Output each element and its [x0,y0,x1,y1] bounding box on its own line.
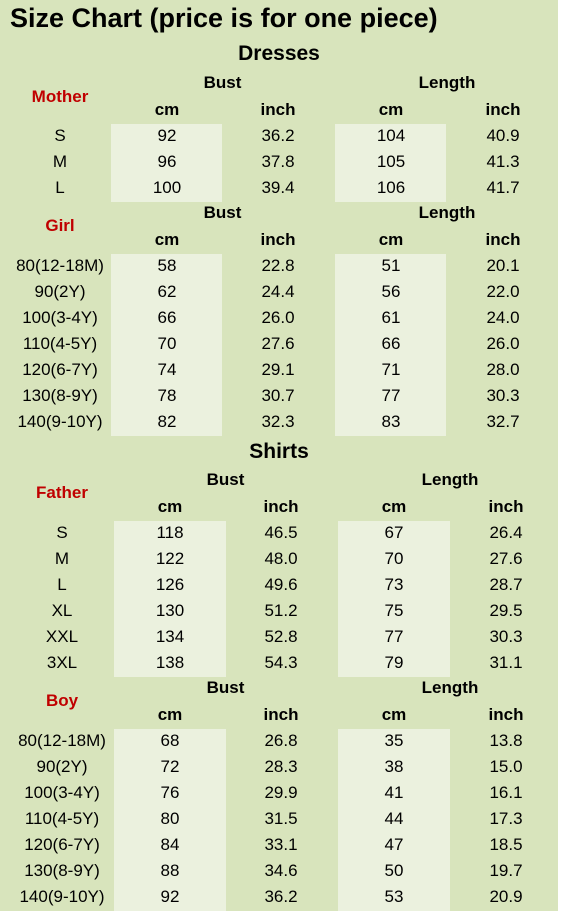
cell-size: 130(8-9Y) [22,386,98,405]
cell-bust-inch: 49.6 [264,575,298,594]
bust-header: Bust [203,73,242,92]
cm-header: cm [157,705,183,724]
cell-size: 80(12-18M) [18,731,106,750]
cell-len-inch: 40.9 [486,126,520,145]
cm-header: cm [154,100,180,119]
cell-size: S [56,523,68,542]
cell-len-inch: 19.7 [489,861,523,880]
cell-len-inch: 20.1 [486,256,520,275]
inch-header: inch [263,705,299,724]
cm-header: cm [378,100,404,119]
cell-len-inch: 26.4 [489,523,523,542]
cell-len-inch: 30.3 [486,386,520,405]
cell-len-inch: 27.6 [489,549,523,568]
cell-len-cm: 66 [381,334,401,353]
cell-len-inch: 16.1 [489,783,523,802]
cell-bust-inch: 26.0 [261,308,295,327]
cell-size: 130(8-9Y) [24,861,100,880]
cell-bust-cm: 72 [160,757,180,776]
cell-bust-inch: 22.8 [261,256,295,275]
length-header: Length [421,678,479,697]
cell-size: 100(3-4Y) [22,308,98,327]
cell-bust-inch: 48.0 [264,549,298,568]
cell-size: 140(9-10Y) [17,412,103,431]
cell-bust-cm: 80 [160,809,180,828]
cell-size: 90(2Y) [34,282,86,301]
cell-bust-cm: 122 [155,549,185,568]
person-label-mother: Mother [31,87,89,106]
cell-bust-inch: 34.6 [264,861,298,880]
cell-size: XXL [45,627,79,646]
cell-len-cm: 104 [376,126,406,145]
cell-size: XL [51,601,73,620]
cell-len-inch: 41.7 [486,178,520,197]
cell-len-cm: 75 [384,601,404,620]
cell-len-cm: 35 [384,731,404,750]
inch-header: inch [260,230,296,249]
inch-header: inch [488,497,524,516]
cell-bust-inch: 29.1 [261,360,295,379]
cell-bust-cm: 96 [157,152,177,171]
cell-len-cm: 67 [384,523,404,542]
cell-bust-inch: 33.1 [264,835,298,854]
cell-len-inch: 41.3 [486,152,520,171]
cell-size: 80(12-18M) [16,256,104,275]
cell-bust-inch: 27.6 [261,334,295,353]
cell-bust-cm: 68 [160,731,180,750]
cell-bust-inch: 54.3 [264,653,298,672]
cell-len-cm: 79 [384,653,404,672]
cell-len-inch: 30.3 [489,627,523,646]
cell-bust-cm: 78 [157,386,177,405]
length-header: Length [418,203,476,222]
cell-size: 110(4-5Y) [22,334,98,353]
cm-header: cm [154,230,180,249]
cell-bust-cm: 134 [155,627,185,646]
cell-bust-cm: 88 [160,861,180,880]
page-title: Size Chart (price is for one piece) [10,3,438,33]
cell-len-cm: 53 [384,887,404,906]
cell-size: M [52,152,68,171]
cell-len-cm: 73 [384,575,404,594]
person-label-boy: Boy [45,691,79,710]
cell-len-inch: 24.0 [486,308,520,327]
cell-size: 3XL [46,653,78,672]
cell-bust-cm: 130 [155,601,185,620]
cell-bust-cm: 74 [157,360,177,379]
cell-bust-cm: 100 [152,178,182,197]
cell-len-inch: 22.0 [486,282,520,301]
inch-header: inch [485,230,521,249]
cell-len-inch: 18.5 [489,835,523,854]
inch-header: inch [488,705,524,724]
cell-len-inch: 32.7 [486,412,520,431]
cell-len-inch: 13.8 [489,731,523,750]
cell-bust-inch: 31.5 [264,809,298,828]
cell-bust-inch: 26.8 [264,731,298,750]
cell-bust-inch: 36.2 [261,126,295,145]
cell-bust-inch: 51.2 [264,601,298,620]
section-title-shirts: Shirts [249,440,309,463]
cm-header: cm [381,705,407,724]
inch-header: inch [263,497,299,516]
cell-bust-cm: 92 [157,126,177,145]
cell-len-inch: 15.0 [489,757,523,776]
cell-bust-inch: 29.9 [264,783,298,802]
cell-bust-cm: 126 [155,575,185,594]
cell-size: 120(6-7Y) [22,360,98,379]
cell-len-cm: 44 [384,809,404,828]
cell-bust-cm: 82 [157,412,177,431]
cell-len-inch: 17.3 [489,809,523,828]
cell-size: M [54,549,70,568]
cell-bust-cm: 76 [160,783,180,802]
cell-len-cm: 77 [384,627,404,646]
cell-size: 100(3-4Y) [24,783,100,802]
cell-bust-inch: 30.7 [261,386,295,405]
cell-bust-cm: 62 [157,282,177,301]
cell-len-cm: 50 [384,861,404,880]
cell-len-cm: 106 [376,178,406,197]
cell-bust-cm: 92 [160,887,180,906]
cell-bust-cm: 58 [157,256,177,275]
cell-bust-cm: 70 [157,334,177,353]
cell-len-cm: 38 [384,757,404,776]
cell-bust-inch: 24.4 [261,282,295,301]
cell-size: L [57,575,67,594]
cell-bust-inch: 36.2 [264,887,298,906]
cell-bust-inch: 52.8 [264,627,298,646]
cm-header: cm [378,230,404,249]
cell-len-inch: 28.0 [486,360,520,379]
cell-len-cm: 61 [381,308,401,327]
person-label-father: Father [36,483,88,502]
cell-len-cm: 105 [376,152,406,171]
cell-bust-cm: 84 [160,835,180,854]
cell-len-cm: 51 [381,256,401,275]
cell-size: 120(6-7Y) [24,835,100,854]
cell-len-cm: 77 [381,386,401,405]
length-header: Length [418,73,476,92]
cell-len-inch: 26.0 [486,334,520,353]
cell-bust-inch: 39.4 [261,178,295,197]
cell-bust-inch: 37.8 [261,152,295,171]
cell-len-cm: 47 [384,835,404,854]
cell-size: S [54,126,66,145]
cell-bust-cm: 118 [156,523,184,542]
cell-len-inch: 29.5 [489,601,523,620]
cell-len-inch: 31.1 [489,653,523,672]
person-label-girl: Girl [45,216,75,235]
bust-header: Bust [203,203,242,222]
inch-header: inch [485,100,521,119]
cell-len-cm: 56 [381,282,401,301]
cell-bust-inch: 46.5 [264,523,298,542]
cell-len-cm: 83 [381,412,401,431]
bust-header: Bust [206,470,245,489]
cell-bust-inch: 32.3 [261,412,295,431]
cell-len-inch: 28.7 [489,575,523,594]
inch-header: inch [260,100,296,119]
section-title-dresses: Dresses [238,42,320,65]
length-header: Length [421,470,479,489]
cell-bust-inch: 28.3 [264,757,298,776]
bust-header: Bust [206,678,245,697]
cell-len-cm: 71 [381,360,401,379]
cell-len-cm: 41 [384,783,404,802]
cell-size: 110(4-5Y) [24,809,100,828]
cell-len-inch: 20.9 [489,887,523,906]
cm-header: cm [157,497,183,516]
cell-bust-cm: 66 [157,308,177,327]
cell-len-cm: 70 [384,549,404,568]
cell-size: 90(2Y) [36,757,88,776]
cell-size: 140(9-10Y) [19,887,105,906]
cm-header: cm [381,497,407,516]
cell-bust-cm: 138 [155,653,185,672]
cell-size: L [55,178,65,197]
